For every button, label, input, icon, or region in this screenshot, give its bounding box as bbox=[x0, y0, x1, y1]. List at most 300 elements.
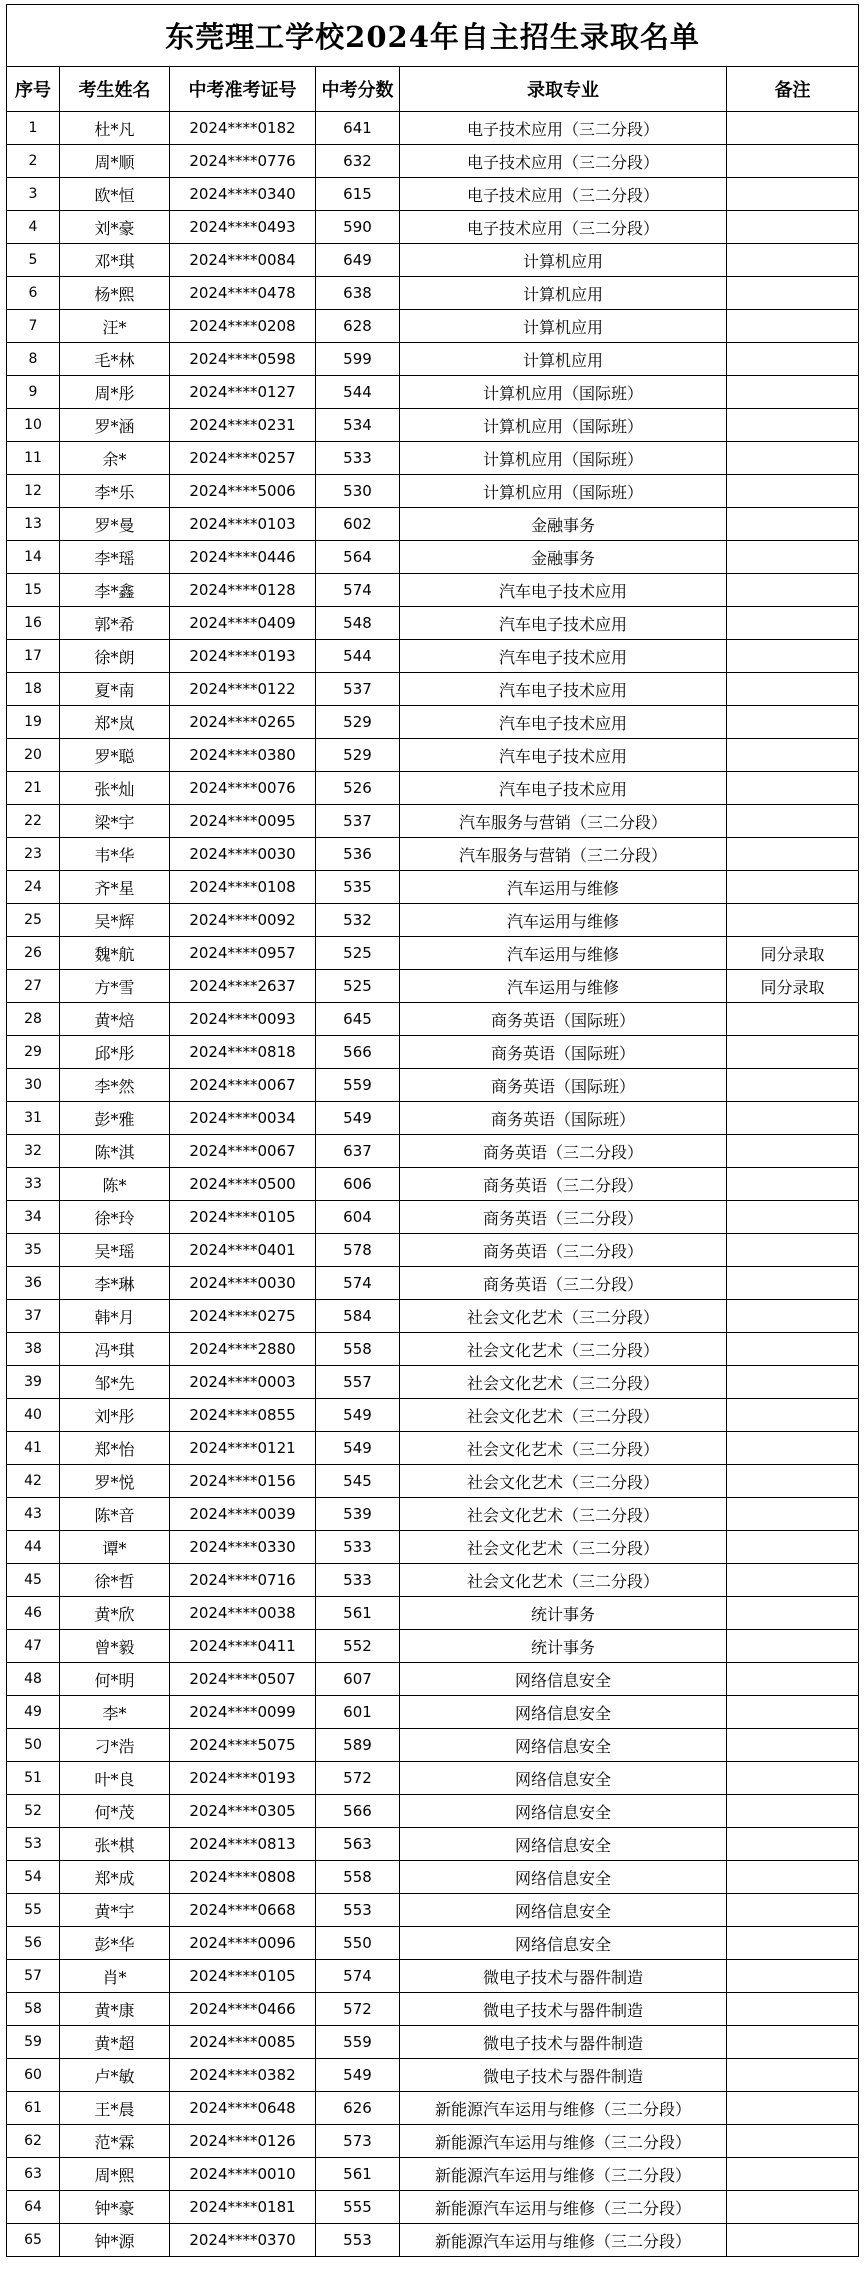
cell-major: 电子技术应用（三二分段） bbox=[400, 145, 727, 178]
cell-score: 574 bbox=[316, 1960, 400, 1993]
table-row bbox=[7, 2191, 859, 2224]
cell-score: 566 bbox=[316, 1036, 400, 1069]
cell-name: 徐*玲 bbox=[60, 1201, 170, 1234]
cell-name: 魏*航 bbox=[60, 937, 170, 970]
cell-exam-id: 2024****0648 bbox=[170, 2092, 316, 2125]
cell-note bbox=[727, 1828, 859, 1861]
cell-major: 汽车电子技术应用 bbox=[400, 640, 727, 673]
table-row bbox=[7, 739, 859, 772]
cell-score: 549 bbox=[316, 1432, 400, 1465]
cell-major: 网络信息安全 bbox=[400, 1762, 727, 1795]
cell-number: 62 bbox=[7, 2125, 60, 2158]
cell-note bbox=[727, 1168, 859, 1201]
cell-note bbox=[727, 1102, 859, 1135]
cell-number: 8 bbox=[7, 343, 60, 376]
cell-score: 649 bbox=[316, 244, 400, 277]
cell-major: 商务英语（国际班） bbox=[400, 1102, 727, 1135]
cell-exam-id: 2024****0808 bbox=[170, 1861, 316, 1894]
table-row bbox=[7, 442, 859, 475]
cell-major: 社会文化艺术（三二分段） bbox=[400, 1564, 727, 1597]
cell-number: 32 bbox=[7, 1135, 60, 1168]
cell-note bbox=[727, 1795, 859, 1828]
cell-exam-id: 2024****0193 bbox=[170, 640, 316, 673]
cell-exam-id: 2024****0108 bbox=[170, 871, 316, 904]
cell-note bbox=[727, 574, 859, 607]
cell-score: 572 bbox=[316, 1993, 400, 2026]
cell-major: 汽车运用与维修 bbox=[400, 970, 727, 1003]
cell-name: 周*熙 bbox=[60, 2158, 170, 2191]
cell-score: 553 bbox=[316, 1894, 400, 1927]
cell-score: 553 bbox=[316, 2224, 400, 2257]
cell-note bbox=[727, 871, 859, 904]
admission-table bbox=[6, 4, 859, 2257]
table-row bbox=[7, 508, 859, 541]
cell-number: 33 bbox=[7, 1168, 60, 1201]
cell-major: 计算机应用 bbox=[400, 244, 727, 277]
cell-number: 53 bbox=[7, 1828, 60, 1861]
cell-note bbox=[727, 1927, 859, 1960]
cell-number: 35 bbox=[7, 1234, 60, 1267]
cell-score: 529 bbox=[316, 706, 400, 739]
cell-number: 12 bbox=[7, 475, 60, 508]
cell-exam-id: 2024****0105 bbox=[170, 1201, 316, 1234]
cell-exam-id: 2024****0096 bbox=[170, 1927, 316, 1960]
cell-major: 计算机应用（国际班） bbox=[400, 475, 727, 508]
table-row bbox=[7, 1564, 859, 1597]
header-score: 中考分数 bbox=[316, 67, 400, 112]
cell-name: 罗*曼 bbox=[60, 508, 170, 541]
cell-note bbox=[727, 1762, 859, 1795]
cell-note bbox=[727, 2026, 859, 2059]
cell-score: 561 bbox=[316, 2158, 400, 2191]
cell-number: 46 bbox=[7, 1597, 60, 1630]
cell-note bbox=[727, 541, 859, 574]
table-row bbox=[7, 2059, 859, 2092]
cell-name: 毛*林 bbox=[60, 343, 170, 376]
cell-exam-id: 2024****0500 bbox=[170, 1168, 316, 1201]
cell-major: 社会文化艺术（三二分段） bbox=[400, 1399, 727, 1432]
cell-name: 周*彤 bbox=[60, 376, 170, 409]
cell-name: 钟*源 bbox=[60, 2224, 170, 2257]
table-row bbox=[7, 1960, 859, 1993]
cell-note bbox=[727, 1531, 859, 1564]
cell-score: 584 bbox=[316, 1300, 400, 1333]
cell-number: 11 bbox=[7, 442, 60, 475]
table-row bbox=[7, 1861, 859, 1894]
cell-exam-id: 2024****0038 bbox=[170, 1597, 316, 1630]
cell-name: 黄*宇 bbox=[60, 1894, 170, 1927]
cell-exam-id: 2024****0030 bbox=[170, 838, 316, 871]
table-row bbox=[7, 1630, 859, 1663]
cell-name: 钟*豪 bbox=[60, 2191, 170, 2224]
cell-name: 何*明 bbox=[60, 1663, 170, 1696]
cell-name: 周*顺 bbox=[60, 145, 170, 178]
cell-name: 黄*超 bbox=[60, 2026, 170, 2059]
cell-name: 刘*豪 bbox=[60, 211, 170, 244]
cell-name: 罗*涵 bbox=[60, 409, 170, 442]
cell-score: 549 bbox=[316, 2059, 400, 2092]
cell-exam-id: 2024****0716 bbox=[170, 1564, 316, 1597]
cell-exam-id: 2024****0275 bbox=[170, 1300, 316, 1333]
cell-exam-id: 2024****0126 bbox=[170, 2125, 316, 2158]
table-row bbox=[7, 112, 859, 145]
table-row bbox=[7, 1663, 859, 1696]
cell-name: 郑*成 bbox=[60, 1861, 170, 1894]
cell-note bbox=[727, 1729, 859, 1762]
cell-major: 商务英语（国际班） bbox=[400, 1003, 727, 1036]
cell-score: 525 bbox=[316, 937, 400, 970]
cell-name: 陈* bbox=[60, 1168, 170, 1201]
cell-number: 57 bbox=[7, 1960, 60, 1993]
cell-number: 29 bbox=[7, 1036, 60, 1069]
cell-score: 525 bbox=[316, 970, 400, 1003]
cell-number: 65 bbox=[7, 2224, 60, 2257]
cell-note bbox=[727, 2158, 859, 2191]
cell-name: 罗*聪 bbox=[60, 739, 170, 772]
cell-major: 社会文化艺术（三二分段） bbox=[400, 1366, 727, 1399]
cell-note bbox=[727, 739, 859, 772]
cell-note bbox=[727, 1366, 859, 1399]
cell-score: 537 bbox=[316, 673, 400, 706]
cell-note bbox=[727, 1960, 859, 1993]
cell-score: 555 bbox=[316, 2191, 400, 2224]
cell-major: 计算机应用 bbox=[400, 310, 727, 343]
cell-score: 549 bbox=[316, 1102, 400, 1135]
cell-name: 郑*怡 bbox=[60, 1432, 170, 1465]
cell-exam-id: 2024****0265 bbox=[170, 706, 316, 739]
cell-note bbox=[727, 1267, 859, 1300]
cell-exam-id: 2024****0446 bbox=[170, 541, 316, 574]
header-row bbox=[7, 67, 859, 112]
cell-score: 632 bbox=[316, 145, 400, 178]
cell-number: 55 bbox=[7, 1894, 60, 1927]
cell-note bbox=[727, 1993, 859, 2026]
cell-exam-id: 2024****0103 bbox=[170, 508, 316, 541]
cell-major: 商务英语（国际班） bbox=[400, 1069, 727, 1102]
cell-number: 36 bbox=[7, 1267, 60, 1300]
cell-number: 49 bbox=[7, 1696, 60, 1729]
cell-number: 2 bbox=[7, 145, 60, 178]
cell-number: 7 bbox=[7, 310, 60, 343]
cell-number: 61 bbox=[7, 2092, 60, 2125]
cell-major: 商务英语（三二分段） bbox=[400, 1267, 727, 1300]
cell-number: 59 bbox=[7, 2026, 60, 2059]
cell-major: 计算机应用（国际班） bbox=[400, 409, 727, 442]
cell-score: 589 bbox=[316, 1729, 400, 1762]
table-row bbox=[7, 1729, 859, 1762]
table-row bbox=[7, 1762, 859, 1795]
cell-score: 606 bbox=[316, 1168, 400, 1201]
cell-number: 60 bbox=[7, 2059, 60, 2092]
cell-name: 徐*朗 bbox=[60, 640, 170, 673]
cell-major: 新能源汽车运用与维修（三二分段） bbox=[400, 2224, 727, 2257]
cell-name: 黄*康 bbox=[60, 1993, 170, 2026]
table-row bbox=[7, 1993, 859, 2026]
cell-note bbox=[727, 145, 859, 178]
cell-exam-id: 2024****0231 bbox=[170, 409, 316, 442]
header-exam-id: 中考准考证号 bbox=[170, 67, 316, 112]
cell-note bbox=[727, 277, 859, 310]
cell-number: 37 bbox=[7, 1300, 60, 1333]
cell-note bbox=[727, 673, 859, 706]
table-row bbox=[7, 1795, 859, 1828]
cell-exam-id: 2024****0067 bbox=[170, 1135, 316, 1168]
header-note: 备注 bbox=[727, 67, 859, 112]
cell-number: 64 bbox=[7, 2191, 60, 2224]
cell-score: 533 bbox=[316, 442, 400, 475]
cell-major: 微电子技术与器件制造 bbox=[400, 1960, 727, 1993]
cell-number: 17 bbox=[7, 640, 60, 673]
cell-number: 44 bbox=[7, 1531, 60, 1564]
table-row bbox=[7, 1927, 859, 1960]
cell-name: 汪* bbox=[60, 310, 170, 343]
table-row bbox=[7, 1135, 859, 1168]
cell-score: 615 bbox=[316, 178, 400, 211]
cell-major: 网络信息安全 bbox=[400, 1696, 727, 1729]
table-row bbox=[7, 640, 859, 673]
cell-name: 李* bbox=[60, 1696, 170, 1729]
cell-note bbox=[727, 1003, 859, 1036]
cell-exam-id: 2024****2637 bbox=[170, 970, 316, 1003]
cell-number: 16 bbox=[7, 607, 60, 640]
cell-major: 网络信息安全 bbox=[400, 1927, 727, 1960]
cell-exam-id: 2024****0105 bbox=[170, 1960, 316, 1993]
table-row bbox=[7, 409, 859, 442]
table-row bbox=[7, 145, 859, 178]
table-row bbox=[7, 1069, 859, 1102]
cell-exam-id: 2024****0122 bbox=[170, 673, 316, 706]
header-name: 考生姓名 bbox=[60, 67, 170, 112]
table-row bbox=[7, 1036, 859, 1069]
cell-major: 计算机应用 bbox=[400, 277, 727, 310]
cell-name: 卢*敏 bbox=[60, 2059, 170, 2092]
cell-major: 计算机应用 bbox=[400, 343, 727, 376]
cell-note bbox=[727, 211, 859, 244]
cell-note bbox=[727, 1234, 859, 1267]
cell-score: 558 bbox=[316, 1333, 400, 1366]
cell-exam-id: 2024****0466 bbox=[170, 1993, 316, 2026]
cell-note bbox=[727, 1201, 859, 1234]
cell-name: 欧*恒 bbox=[60, 178, 170, 211]
cell-major: 社会文化艺术（三二分段） bbox=[400, 1300, 727, 1333]
cell-score: 602 bbox=[316, 508, 400, 541]
cell-exam-id: 2024****0003 bbox=[170, 1366, 316, 1399]
cell-note bbox=[727, 1894, 859, 1927]
cell-name: 何*茂 bbox=[60, 1795, 170, 1828]
cell-score: 563 bbox=[316, 1828, 400, 1861]
cell-score: 533 bbox=[316, 1564, 400, 1597]
table-row bbox=[7, 2026, 859, 2059]
table-row bbox=[7, 1498, 859, 1531]
cell-name: 陈*音 bbox=[60, 1498, 170, 1531]
cell-exam-id: 2024****0813 bbox=[170, 1828, 316, 1861]
cell-exam-id: 2024****0034 bbox=[170, 1102, 316, 1135]
cell-exam-id: 2024****0127 bbox=[170, 376, 316, 409]
cell-note bbox=[727, 1135, 859, 1168]
cell-name: 余* bbox=[60, 442, 170, 475]
cell-major: 社会文化艺术（三二分段） bbox=[400, 1531, 727, 1564]
cell-score: 578 bbox=[316, 1234, 400, 1267]
cell-note bbox=[727, 772, 859, 805]
cell-exam-id: 2024****0411 bbox=[170, 1630, 316, 1663]
cell-score: 544 bbox=[316, 640, 400, 673]
cell-exam-id: 2024****0085 bbox=[170, 2026, 316, 2059]
cell-note bbox=[727, 343, 859, 376]
cell-name: 方*雪 bbox=[60, 970, 170, 1003]
cell-exam-id: 2024****5075 bbox=[170, 1729, 316, 1762]
cell-score: 572 bbox=[316, 1762, 400, 1795]
cell-score: 601 bbox=[316, 1696, 400, 1729]
cell-note bbox=[727, 640, 859, 673]
cell-exam-id: 2024****0668 bbox=[170, 1894, 316, 1927]
table-row bbox=[7, 673, 859, 706]
cell-note bbox=[727, 244, 859, 277]
table-row bbox=[7, 706, 859, 739]
cell-major: 电子技术应用（三二分段） bbox=[400, 112, 727, 145]
cell-number: 45 bbox=[7, 1564, 60, 1597]
cell-major: 统计事务 bbox=[400, 1597, 727, 1630]
cell-major: 社会文化艺术（三二分段） bbox=[400, 1432, 727, 1465]
cell-score: 574 bbox=[316, 1267, 400, 1300]
cell-score: 536 bbox=[316, 838, 400, 871]
cell-number: 3 bbox=[7, 178, 60, 211]
cell-name: 张*棋 bbox=[60, 1828, 170, 1861]
cell-number: 23 bbox=[7, 838, 60, 871]
cell-major: 网络信息安全 bbox=[400, 1795, 727, 1828]
cell-note bbox=[727, 2059, 859, 2092]
cell-exam-id: 2024****0095 bbox=[170, 805, 316, 838]
cell-number: 26 bbox=[7, 937, 60, 970]
cell-note bbox=[727, 805, 859, 838]
cell-major: 电子技术应用（三二分段） bbox=[400, 211, 727, 244]
table-row bbox=[7, 178, 859, 211]
cell-number: 58 bbox=[7, 1993, 60, 2026]
cell-note bbox=[727, 706, 859, 739]
cell-exam-id: 2024****0181 bbox=[170, 2191, 316, 2224]
cell-exam-id: 2024****0401 bbox=[170, 1234, 316, 1267]
cell-score: 566 bbox=[316, 1795, 400, 1828]
table-row bbox=[7, 1597, 859, 1630]
cell-exam-id: 2024****0855 bbox=[170, 1399, 316, 1432]
cell-note bbox=[727, 1036, 859, 1069]
cell-note bbox=[727, 442, 859, 475]
cell-score: 548 bbox=[316, 607, 400, 640]
cell-score: 558 bbox=[316, 1861, 400, 1894]
cell-exam-id: 2024****0121 bbox=[170, 1432, 316, 1465]
cell-major: 微电子技术与器件制造 bbox=[400, 1993, 727, 2026]
table-row bbox=[7, 1267, 859, 1300]
cell-name: 罗*悦 bbox=[60, 1465, 170, 1498]
cell-number: 63 bbox=[7, 2158, 60, 2191]
cell-name: 韦*华 bbox=[60, 838, 170, 871]
cell-note bbox=[727, 1069, 859, 1102]
cell-name: 冯*琪 bbox=[60, 1333, 170, 1366]
cell-major: 汽车运用与维修 bbox=[400, 937, 727, 970]
cell-major: 汽车运用与维修 bbox=[400, 904, 727, 937]
cell-name: 郑*岚 bbox=[60, 706, 170, 739]
cell-number: 19 bbox=[7, 706, 60, 739]
cell-major: 汽车运用与维修 bbox=[400, 871, 727, 904]
cell-score: 529 bbox=[316, 739, 400, 772]
cell-number: 50 bbox=[7, 1729, 60, 1762]
table-row bbox=[7, 937, 859, 970]
table-row bbox=[7, 805, 859, 838]
table-row bbox=[7, 574, 859, 607]
cell-major: 汽车电子技术应用 bbox=[400, 574, 727, 607]
cell-major: 统计事务 bbox=[400, 1630, 727, 1663]
table-row bbox=[7, 607, 859, 640]
cell-name: 吴*辉 bbox=[60, 904, 170, 937]
cell-number: 20 bbox=[7, 739, 60, 772]
cell-score: 534 bbox=[316, 409, 400, 442]
table-row bbox=[7, 1333, 859, 1366]
cell-number: 15 bbox=[7, 574, 60, 607]
cell-number: 4 bbox=[7, 211, 60, 244]
cell-number: 31 bbox=[7, 1102, 60, 1135]
cell-name: 范*霖 bbox=[60, 2125, 170, 2158]
cell-score: 533 bbox=[316, 1531, 400, 1564]
cell-exam-id: 2024****0039 bbox=[170, 1498, 316, 1531]
table-row bbox=[7, 1366, 859, 1399]
cell-name: 谭* bbox=[60, 1531, 170, 1564]
cell-score: 604 bbox=[316, 1201, 400, 1234]
cell-name: 郭*希 bbox=[60, 607, 170, 640]
cell-score: 526 bbox=[316, 772, 400, 805]
cell-score: 574 bbox=[316, 574, 400, 607]
cell-name: 肖* bbox=[60, 1960, 170, 1993]
cell-name: 刁*浩 bbox=[60, 1729, 170, 1762]
cell-note bbox=[727, 2092, 859, 2125]
cell-name: 邹*先 bbox=[60, 1366, 170, 1399]
cell-score: 535 bbox=[316, 871, 400, 904]
cell-note bbox=[727, 607, 859, 640]
cell-exam-id: 2024****0193 bbox=[170, 1762, 316, 1795]
cell-number: 18 bbox=[7, 673, 60, 706]
table-row bbox=[7, 970, 859, 1003]
cell-score: 530 bbox=[316, 475, 400, 508]
cell-score: 637 bbox=[316, 1135, 400, 1168]
cell-exam-id: 2024****2880 bbox=[170, 1333, 316, 1366]
table-row bbox=[7, 244, 859, 277]
cell-number: 1 bbox=[7, 112, 60, 145]
table-body bbox=[7, 112, 859, 2257]
cell-note bbox=[727, 1333, 859, 1366]
cell-name: 叶*良 bbox=[60, 1762, 170, 1795]
cell-name: 齐*星 bbox=[60, 871, 170, 904]
cell-note bbox=[727, 1465, 859, 1498]
table-row bbox=[7, 277, 859, 310]
cell-name: 杜*凡 bbox=[60, 112, 170, 145]
table-row bbox=[7, 1102, 859, 1135]
cell-note bbox=[727, 1861, 859, 1894]
cell-score: 559 bbox=[316, 2026, 400, 2059]
cell-name: 徐*哲 bbox=[60, 1564, 170, 1597]
cell-major: 金融事务 bbox=[400, 541, 727, 574]
cell-major: 网络信息安全 bbox=[400, 1894, 727, 1927]
cell-score: 590 bbox=[316, 211, 400, 244]
cell-exam-id: 2024****5006 bbox=[170, 475, 316, 508]
cell-name: 陈*淇 bbox=[60, 1135, 170, 1168]
cell-name: 邱*彤 bbox=[60, 1036, 170, 1069]
cell-score: 641 bbox=[316, 112, 400, 145]
cell-score: 626 bbox=[316, 2092, 400, 2125]
cell-major: 汽车电子技术应用 bbox=[400, 739, 727, 772]
table-row bbox=[7, 2092, 859, 2125]
cell-name: 黄*焙 bbox=[60, 1003, 170, 1036]
cell-major: 汽车服务与营销（三二分段） bbox=[400, 805, 727, 838]
cell-score: 599 bbox=[316, 343, 400, 376]
cell-score: 552 bbox=[316, 1630, 400, 1663]
